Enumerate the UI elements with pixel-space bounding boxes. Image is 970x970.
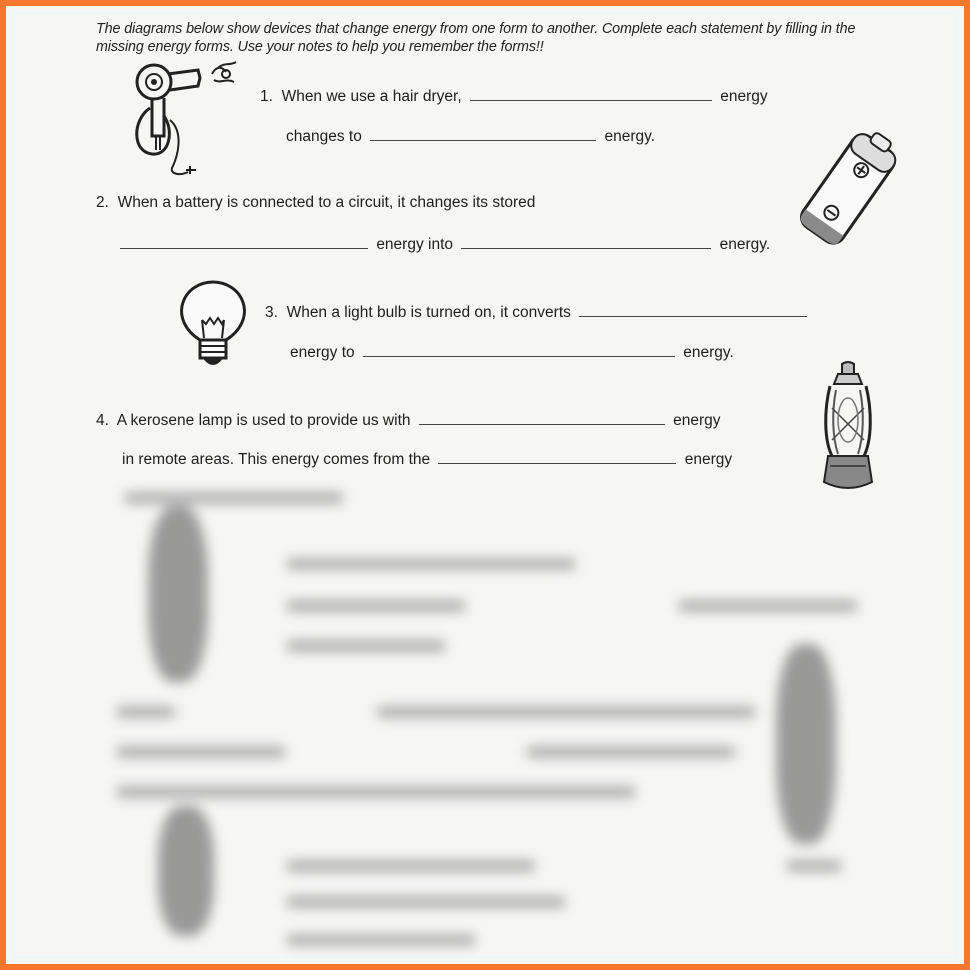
question-3-line-1: 3. When a light bulb is turned on, it converts <box>265 302 811 322</box>
question-4-line-1: 4. A kerosene lamp is used to provide us with energy <box>96 412 721 429</box>
question-1-line-2: changes to energy. <box>286 128 656 145</box>
question-4-line-2: in remote areas. This energy comes from the energy <box>122 451 733 468</box>
blurred-figure-icon <box>158 806 214 936</box>
blurred-preview-section <box>86 484 896 954</box>
answer-blank-2b[interactable] <box>461 234 711 249</box>
question-1-line-1: 1. When we use a hair dryer, energy <box>260 88 768 105</box>
answer-blank-4b[interactable] <box>438 449 676 464</box>
answer-blank-3b[interactable] <box>363 342 675 357</box>
question-number: 4. <box>96 412 109 429</box>
blurred-figure-icon <box>776 644 836 844</box>
kerosene-lamp-icon <box>818 360 878 494</box>
question-2-line-2: energy into energy. <box>120 234 770 254</box>
answer-blank-1a[interactable] <box>470 86 712 101</box>
question-number: 1. <box>260 88 273 105</box>
blurred-figure-icon <box>148 506 208 682</box>
question-3-line-2: energy to energy. <box>290 344 734 361</box>
answer-blank-4a[interactable] <box>419 410 665 425</box>
answer-blank-1b[interactable] <box>370 126 596 141</box>
question-number: 2. <box>96 194 109 211</box>
light-bulb-icon <box>178 280 248 372</box>
instructions-text: The diagrams below show devices that change energy from one form to another. Complete each statement by filling in the missing energy forms. Use your notes to help you remember the forms!! <box>96 21 856 55</box>
answer-blank-3a[interactable] <box>579 302 807 317</box>
battery-icon <box>788 124 908 254</box>
hair-dryer-icon <box>130 60 250 182</box>
question-number: 3. <box>265 304 278 321</box>
answer-blank-2a[interactable] <box>120 234 368 249</box>
question-2-line-1: 2. When a battery is connected to a circuit, it changes its stored <box>96 194 536 211</box>
